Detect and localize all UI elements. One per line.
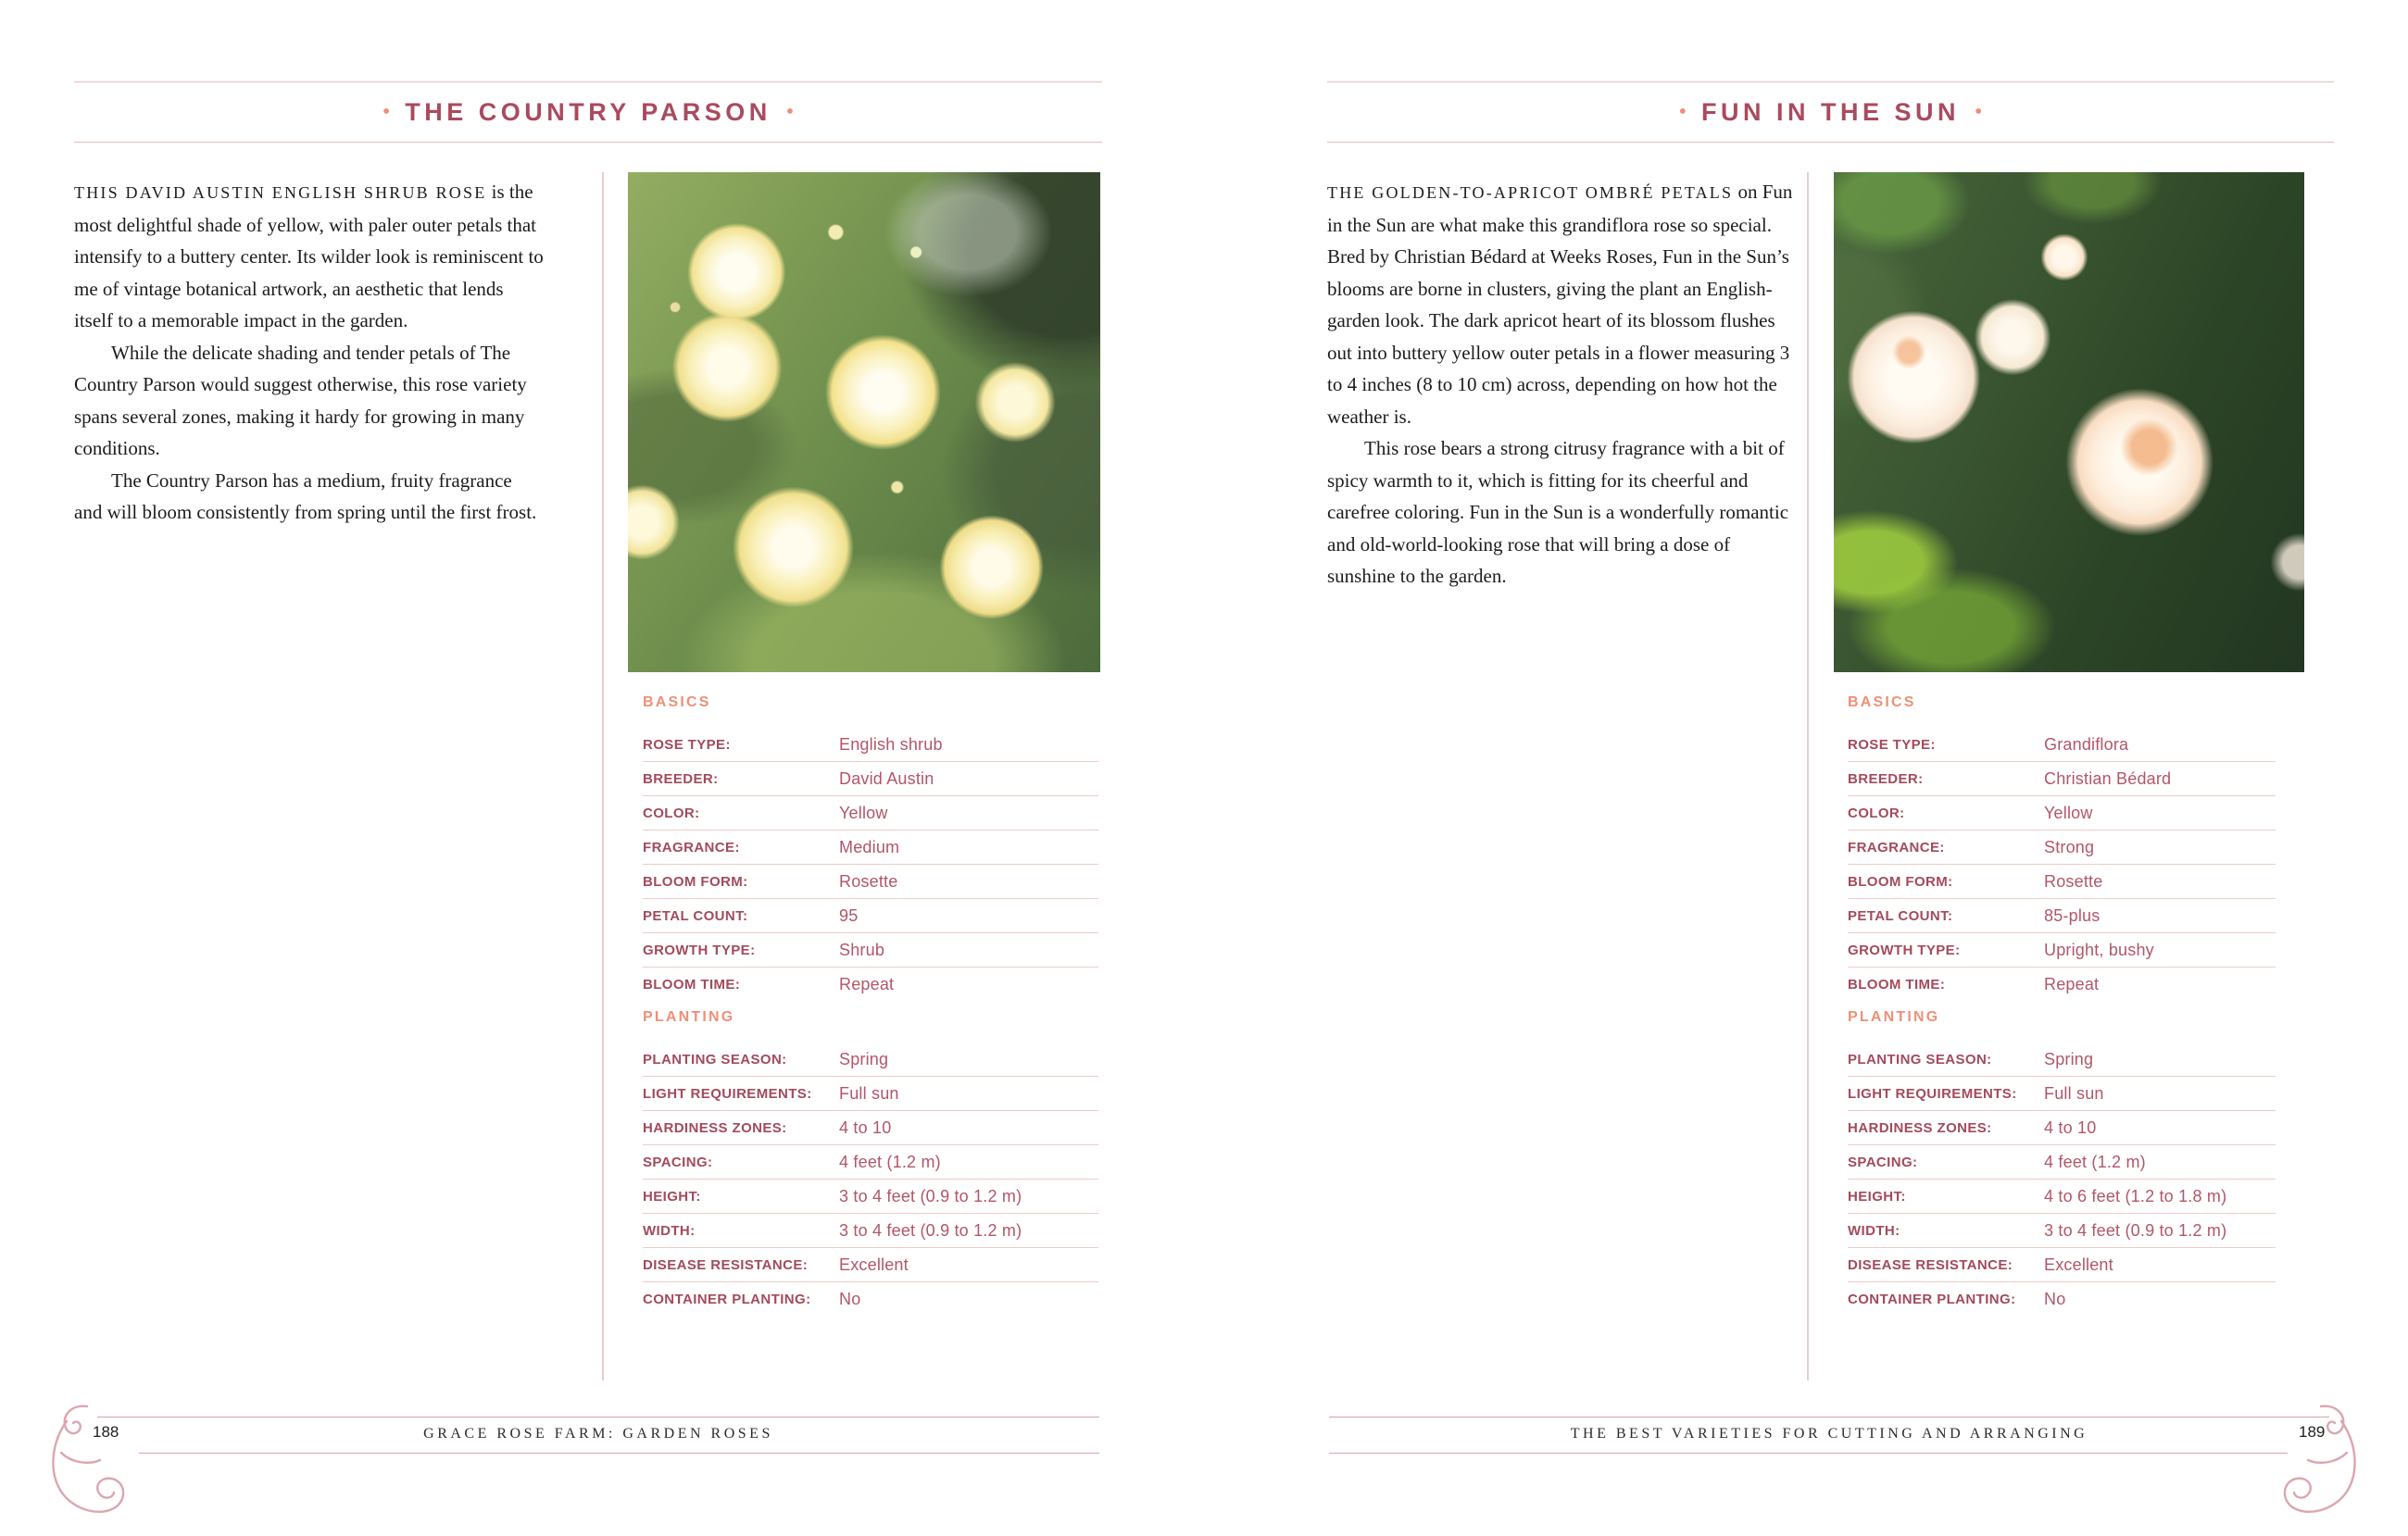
table-row	[1848, 1248, 2276, 1282]
row-label: WIDTH:	[643, 1222, 696, 1239]
right-page-title-band	[1327, 81, 2334, 143]
row-label: HEIGHT:	[643, 1188, 701, 1205]
row-label: DISEASE RESISTANCE:	[643, 1256, 809, 1273]
right-basics-table	[1848, 694, 2276, 1001]
row-label: CONTAINER PLANTING:	[643, 1291, 811, 1307]
table-row	[643, 728, 1098, 762]
table-row	[1848, 1043, 2276, 1077]
apricot-roses-photo	[1834, 172, 2304, 672]
row-value: 3 to 4 feet (0.9 to 1.2 m)	[2044, 1220, 2227, 1240]
row-label: GROWTH TYPE:	[643, 942, 756, 958]
table-row	[1848, 899, 2276, 933]
row-value: Spring	[839, 1049, 889, 1068]
row-value: No	[2044, 1289, 2066, 1308]
row-value: David Austin	[839, 768, 934, 788]
table-row	[643, 830, 1098, 865]
planting-header: PLANTING	[1848, 1009, 1940, 1025]
table-row	[1848, 968, 2276, 1001]
title-dot-icon: •	[1975, 100, 1983, 124]
planting-header: PLANTING	[643, 1009, 735, 1025]
title-dot-icon: •	[785, 100, 795, 124]
intro-body: on Fun in the Sun are what make this grandiflora rose so special. Bred by Christian Bédard at Weeks Roses, Fun in the Sun’s blooms are borne in clusters, giving the plant an English-garden look. The dark apricot heart of its blossom flushes out into buttery yellow outer petals in a flower measuring 3 to 4 inches (8 to 10 cm) across, depending on how hot the weather is.	[1327, 181, 1793, 428]
table-row	[643, 968, 1098, 1001]
row-value: Excellent	[839, 1255, 909, 1274]
table-row	[1848, 1145, 2276, 1180]
basics-header: BASICS	[643, 694, 711, 710]
intro-paragraph	[1327, 176, 1798, 432]
title-dot-icon: •	[1678, 100, 1687, 124]
basics-header: BASICS	[1848, 694, 1916, 710]
row-label: FRAGRANCE:	[1848, 839, 1945, 855]
left-running-title: GRACE ROSE FARM: GARDEN ROSES	[423, 1426, 773, 1442]
table-row	[643, 1145, 1098, 1180]
row-value: Yellow	[839, 803, 888, 822]
row-label: PLANTING SEASON:	[1848, 1051, 1992, 1068]
row-value: Strong	[2044, 837, 2095, 856]
table-row	[643, 1282, 1098, 1316]
row-label: HEIGHT:	[1848, 1188, 1906, 1205]
table-row	[643, 762, 1098, 796]
footer-rule	[1329, 1453, 2288, 1454]
table-row	[643, 1043, 1098, 1077]
row-value: Grandiflora	[2044, 734, 2129, 754]
left-intro-text	[74, 176, 582, 529]
row-value: 4 to 10	[2044, 1118, 2097, 1137]
row-label: GROWTH TYPE:	[1848, 942, 1961, 958]
right-planting-table	[1848, 1009, 2276, 1316]
table-row	[1848, 762, 2276, 796]
intro-paragraph: This rose bears a strong citrusy fragrance with a bit of spicy warmth to it, which is fitting for its cheerful and carefree coloring. Fun in the Sun is a wonderfully romantic and old-world-looking rose that will bring a dose of sunshine to the garden.	[1327, 437, 1789, 587]
yellow-roses-photo	[628, 172, 1100, 672]
right-running-title: THE BEST VARIETIES FOR CUTTING AND ARRANGING	[1570, 1426, 2088, 1442]
row-value: 3 to 4 feet (0.9 to 1.2 m)	[839, 1186, 1022, 1205]
row-label: HARDINESS ZONES:	[1848, 1119, 1992, 1136]
column-divider	[602, 172, 604, 1380]
table-row	[643, 1180, 1098, 1214]
row-value: 4 to 6 feet (1.2 to 1.8 m)	[2044, 1186, 2227, 1205]
row-label: FRAGRANCE:	[643, 839, 740, 855]
intro-lead-caps: THE GOLDEN-TO-APRICOT OMBRÉ PETALS	[1327, 183, 1734, 202]
row-label: PETAL COUNT:	[643, 907, 748, 924]
intro-lead-caps: THIS DAVID AUSTIN ENGLISH SHRUB ROSE	[74, 183, 487, 202]
left-planting-table	[643, 1009, 1098, 1316]
table-row	[643, 899, 1098, 933]
row-value: Rosette	[2044, 871, 2103, 891]
table-row	[643, 1248, 1098, 1282]
row-value: Medium	[839, 837, 900, 856]
row-label: BREEDER:	[1848, 770, 1924, 787]
row-value: Full sun	[2044, 1083, 2104, 1103]
left-page-title-band	[74, 81, 1102, 143]
table-row	[643, 1111, 1098, 1145]
row-label: PLANTING SEASON:	[643, 1051, 787, 1068]
row-label: BLOOM FORM:	[643, 873, 748, 890]
table-row	[643, 865, 1098, 899]
row-label: COLOR:	[643, 805, 700, 821]
table-row	[1848, 1282, 2276, 1316]
table-row	[1848, 1214, 2276, 1248]
intro-paragraph	[74, 176, 545, 337]
row-label: BLOOM FORM:	[1848, 873, 1953, 890]
intro-paragraph: While the delicate shading and tender petals of The Country Parson would suggest otherwise, this rose variety spans several zones, making it hardy for growing in many conditions.	[74, 341, 527, 459]
table-row	[643, 933, 1098, 968]
row-value: 3 to 4 feet (0.9 to 1.2 m)	[839, 1220, 1022, 1240]
table-row	[1848, 796, 2276, 830]
row-label: SPACING:	[1848, 1154, 1918, 1170]
row-value: 4 to 10	[839, 1118, 892, 1137]
row-label: LIGHT REQUIREMENTS:	[1848, 1085, 2017, 1102]
row-label: WIDTH:	[1848, 1222, 1900, 1239]
row-value: Rosette	[839, 871, 898, 891]
row-label: CONTAINER PLANTING:	[1848, 1291, 2016, 1307]
row-label: BREEDER:	[643, 770, 719, 787]
right-page-number: 189	[2299, 1423, 2326, 1441]
row-value: Upright, bushy	[2044, 940, 2154, 959]
row-value: Christian Bédard	[2044, 768, 2172, 788]
row-value: 4 feet (1.2 m)	[2044, 1152, 2146, 1171]
table-row	[1848, 933, 2276, 968]
intro-body: is the most delightful shade of yellow, with paler outer petals that intensify to a buttery center. Its wilder look is reminiscent to me of vintage botanical artwork, an aesthetic that lends itself to a memorable impact in the garden.	[74, 181, 544, 331]
footer-rule	[139, 1453, 1099, 1454]
row-value: Repeat	[2044, 974, 2100, 993]
left-page-number: 188	[93, 1423, 119, 1441]
row-label: BLOOM TIME:	[1848, 976, 1946, 993]
row-label: ROSE TYPE:	[643, 736, 731, 753]
intro-paragraph: The Country Parson has a medium, fruity fragrance and will bloom consistently from spring until the first frost.	[74, 468, 537, 523]
title-dot-icon: •	[382, 100, 391, 124]
table-row	[643, 1214, 1098, 1248]
row-label: DISEASE RESISTANCE:	[1848, 1256, 2013, 1273]
column-divider	[1807, 172, 1809, 1380]
row-value: Shrub	[839, 940, 885, 959]
table-row	[643, 796, 1098, 830]
row-label: BLOOM TIME:	[643, 976, 741, 993]
row-value: Repeat	[839, 974, 895, 993]
row-value: Full sun	[839, 1083, 899, 1103]
left-page-title: THE COUNTRY PARSON	[405, 97, 771, 126]
table-row	[1848, 1111, 2276, 1145]
row-value: No	[839, 1289, 861, 1308]
row-value: Yellow	[2044, 803, 2093, 822]
table-row	[1848, 1180, 2276, 1214]
row-value: English shrub	[839, 734, 943, 754]
row-value: Excellent	[2044, 1255, 2113, 1274]
row-label: LIGHT REQUIREMENTS:	[643, 1085, 812, 1102]
table-row	[1848, 1077, 2276, 1111]
row-value: 4 feet (1.2 m)	[839, 1152, 941, 1171]
flourish-ornament-icon	[2244, 1401, 2369, 1526]
right-page-title: FUN IN THE SUN	[1701, 97, 1960, 126]
left-basics-table	[643, 694, 1098, 1001]
row-label: HARDINESS ZONES:	[643, 1119, 787, 1136]
row-label: PETAL COUNT:	[1848, 907, 1953, 924]
row-label: COLOR:	[1848, 805, 1905, 821]
row-value: Spring	[2044, 1049, 2094, 1068]
flourish-ornament-icon	[39, 1401, 164, 1526]
row-label: ROSE TYPE:	[1848, 736, 1936, 753]
right-intro-text	[1327, 176, 1832, 593]
table-row	[1848, 830, 2276, 865]
row-value: 85-plus	[2044, 905, 2101, 925]
table-row	[643, 1077, 1098, 1111]
row-value: 95	[839, 905, 859, 925]
row-label: SPACING:	[643, 1154, 713, 1170]
table-row	[1848, 865, 2276, 899]
table-row	[1848, 728, 2276, 762]
